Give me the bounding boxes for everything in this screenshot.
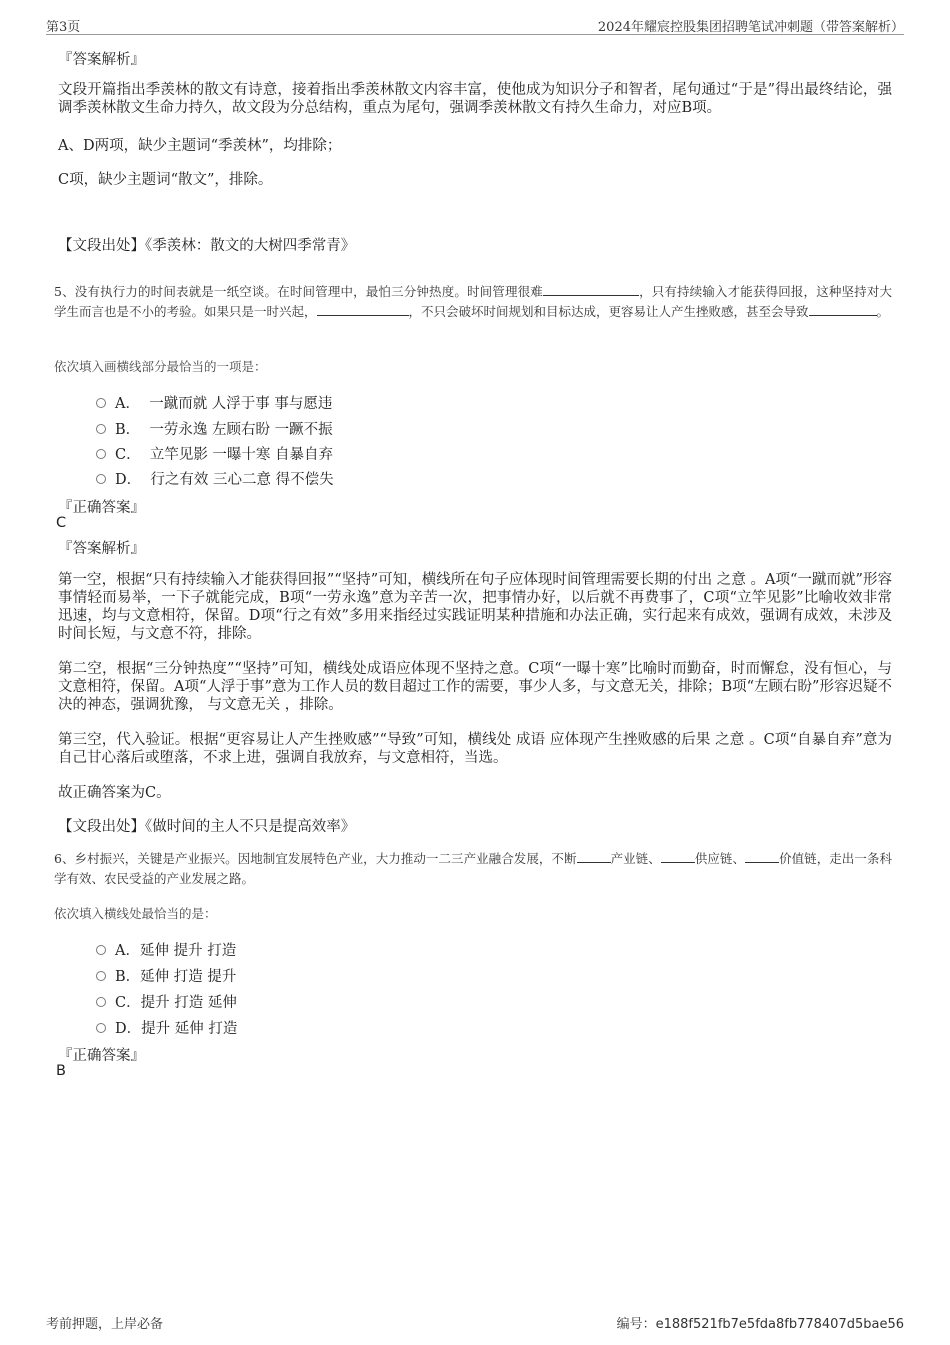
analysis-line-c: C项，缺少主题词“散文”，排除。	[58, 172, 273, 188]
correct-answer-label: 『正确答案』	[58, 1048, 145, 1064]
radio-icon[interactable]	[96, 945, 106, 955]
footer-slogan: 考前押题，上岸必备	[46, 1317, 164, 1332]
document-code: 编号：e188f521fb7e5fda8fb778407d5bae56	[616, 1317, 904, 1332]
page-header	[46, 14, 904, 35]
correct-answer-label: 『正确答案』	[58, 500, 145, 516]
option-b[interactable]: B．延伸 打造 提升	[96, 965, 236, 986]
question-6-prompt: 依次填入横线处最恰当的是：	[54, 906, 217, 921]
fill-blank	[577, 850, 611, 863]
radio-icon[interactable]	[96, 1023, 106, 1033]
analysis-label: 『答案解析』	[58, 541, 145, 557]
fill-blank	[543, 283, 639, 296]
analysis-paragraph-2: 第二空，根据“三分钟热度”“坚持”可知，横线处成语应体现不坚持之意。C项“一曝十寒”比喻时而勤奋，时而懈怠，没有恒心，与文意相符，保留。A项“人浮于事”意为工作人员的数目超过工作的需要，事少人多，与文意无关，排除；B项“左顾右盼”形容迟疑不决的神态，强调犹豫， 与文意无关 ，排除。	[58, 661, 892, 713]
radio-icon[interactable]	[96, 398, 106, 408]
option-c[interactable]: C． 立竿见影 一曝十寒 自暴自弃	[96, 443, 333, 464]
option-c[interactable]: C．提升 打造 延伸	[96, 991, 237, 1012]
radio-icon[interactable]	[96, 424, 106, 434]
fill-blank	[745, 850, 779, 863]
radio-icon[interactable]	[96, 449, 106, 459]
radio-icon[interactable]	[96, 971, 106, 981]
fill-blank	[809, 303, 877, 316]
analysis-paragraph: 文段开篇指出季羡林的散文有诗意，接着指出季羡林散文内容丰富，使他成为知识分子和智者，尾句通过“于是”得出最终结论，强调季羡林散文生命力持久，故文段为分总结构，重点为尾句，强调季羡林散文有持久生命力，对应B项。	[58, 82, 892, 116]
option-d[interactable]: D． 行之有效 三心二意 得不偿失	[96, 468, 334, 489]
document-title: 2024年耀宸控股集团招聘笔试冲刺题（带答案解析）	[597, 20, 904, 35]
radio-icon[interactable]	[96, 997, 106, 1007]
fill-blank	[317, 303, 409, 316]
analysis-paragraph-3: 第三空，代入验证。根据“更容易让人产生挫败感”“导致”可知，横线处 成语 应体现产生挫败感的后果 之意 。C项“自暴自弃”意为自己甘心落后或堕落，不求上进，强调自我放弃，与文意相符，当选。	[58, 732, 892, 766]
option-b[interactable]: B． 一劳永逸 左顾右盼 一蹶不振	[96, 418, 333, 439]
option-a[interactable]: A．延伸 提升 打造	[96, 939, 236, 960]
analysis-paragraph-1: 第一空，根据“只有持续输入才能获得回报”“坚持”可知，横线所在句子应体现时间管理需要长期的付出 之意 。A项“一蹴而就”形容事情轻而易举，一下子就能完成，B项“一劳永逸”意为辛苦一次，把事情办好，以后就不再费事了，C项“立竿见影”比喻收效非常迅速，均与文意相符，保留。D项“行之有效”多用来指经过实践证明某种措施和办法正确，实行起来有成效，强调有成效，未涉及时间长短，与文意不符，排除。	[58, 572, 892, 642]
fill-blank	[661, 850, 695, 863]
question-6-text: 6、乡村振兴，关键是产业振兴。因地制宜发展特色产业，大力推动一二三产业融合发展，不断 产业链、 供应链、 价值链，走出一条科学有效、农民受益的产业发展之路。	[54, 851, 892, 886]
option-a[interactable]: A． 一蹴而就 人浮于事 事与愿违	[96, 392, 332, 413]
page-number: 第3页	[46, 20, 81, 35]
question-5-text: 5、没有执行力的时间表就是一纸空谈。在时间管理中，最怕三分钟热度。时间管理很难 ，只有持续输入才能获得回报，这种坚持对大学生而言也是不小的考验。如果只是一时兴起， ，不只会破坏时间规划和目标达成，更容易让人产生挫败感，甚至会导致 。	[54, 284, 892, 319]
analysis-line-ad: A、D两项，缺少主题词“季羡林”，均排除；	[58, 138, 342, 154]
question-5-prompt: 依次填入画横线部分最恰当的一项是：	[54, 359, 267, 374]
option-d[interactable]: D．提升 延伸 打造	[96, 1017, 237, 1038]
radio-icon[interactable]	[96, 474, 106, 484]
analysis-final: 故正确答案为C。	[58, 785, 171, 801]
source-citation: 【文段出处】《季羡林：散文的大树四季常青》	[58, 238, 356, 254]
correct-answer: B	[56, 1063, 66, 1079]
source-citation: 【文段出处】《做时间的主人不只是提高效率》	[58, 819, 356, 835]
analysis-label: 『答案解析』	[58, 52, 145, 68]
correct-answer: C	[56, 515, 67, 531]
